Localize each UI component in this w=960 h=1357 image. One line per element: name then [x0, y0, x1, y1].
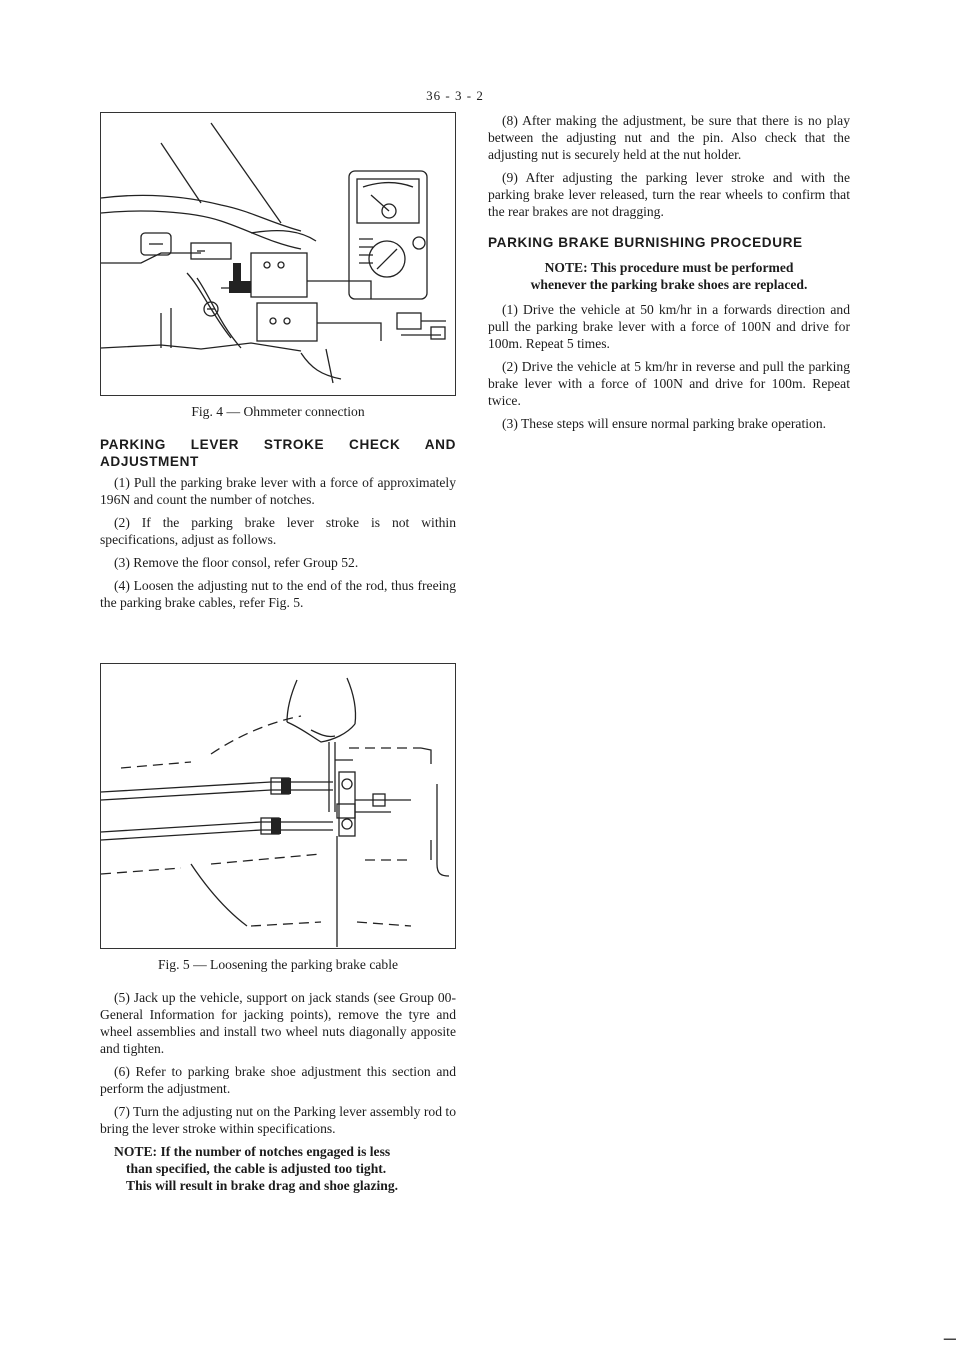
right-note — [488, 259, 850, 293]
step-2: (2) If the parking brake lever stroke is not within specifications, adjust as follows. — [100, 515, 456, 547]
step-3: (3) Remove the floor consol, refer Group 52. — [114, 555, 359, 570]
left-column — [100, 112, 456, 1202]
step-5: (5) Jack up the vehicle, support on jack stands (see Group 00-General Information for jacking points), remove the tyre and wheel assemblies and install two wheel nuts diagonally apposite and tighten. — [100, 990, 456, 1056]
burnishing-heading: PARKING BRAKE BURNISHING PROCEDURE — [488, 235, 803, 250]
left-note — [100, 1143, 456, 1194]
lever-stroke-heading: PARKING LEVER STROKE CHECK AND ADJUSTMENT — [100, 437, 456, 469]
right-note-line-1: NOTE: This procedure must be performed — [544, 260, 794, 275]
burnish-step-1: (1) Drive the vehicle at 50 km/hr in a forwards direction and pull the parking brake lever with a force of 100N and drive for 100m. Repeat 5 times. — [488, 302, 850, 351]
figure-5-cable-diagram — [100, 663, 456, 949]
left-note-line-2: than specified, the cable is adjusted too tight. — [126, 1161, 387, 1176]
burnish-step-3: (3) These steps will ensure normal parking brake operation. — [502, 416, 827, 431]
step-4: (4) Loosen the adjusting nut to the end of the rod, thus freeing the parking brake cables, refer Fig. 5. — [100, 578, 456, 610]
step-6: (6) Refer to parking brake shoe adjustment this section and perform the adjustment. — [100, 1064, 456, 1096]
burnish-step-2: (2) Drive the vehicle at 5 km/hr in reverse and pull the parking brake lever with a force of 100N and drive for 100m. Repeat twice. — [488, 359, 850, 408]
step-9: (9) After adjusting the parking lever stroke and with the parking brake lever released, turn the rear wheels to confirm that the rear brakes are not dragging. — [488, 170, 850, 219]
spacer — [100, 617, 456, 663]
left-note-line-1: NOTE: If the number of notches engaged is less — [114, 1144, 391, 1159]
step-8: (8) After making the adjustment, be sure that there is no play between the adjusting nut and the pin. Also check that the adjusting nut is securely held at the nut holder. — [488, 113, 850, 162]
step-7: (7) Turn the adjusting nut on the Parking lever assembly rod to bring the lever stroke within specifications. — [100, 1104, 456, 1136]
footer-dash: – — [943, 1325, 956, 1350]
left-note-line-3: This will result in brake drag and shoe glazing. — [126, 1178, 399, 1193]
step-1: (1) Pull the parking brake lever with a force of approximately 196N and count the number of notches. — [100, 475, 456, 507]
cable-illustration — [101, 664, 454, 947]
ohmmeter-illustration — [101, 113, 454, 394]
right-note-line-2: whenever the parking brake shoes are replaced. — [530, 277, 808, 292]
figure-4-ohmmeter-diagram — [100, 112, 456, 396]
page-number: 36 - 3 - 2 — [426, 88, 484, 103]
figure-5-caption: Fig. 5 — Loosening the parking brake cable — [157, 957, 399, 972]
figure-4-caption: Fig. 4 — Ohmmeter connection — [191, 404, 365, 419]
right-column — [488, 112, 850, 438]
